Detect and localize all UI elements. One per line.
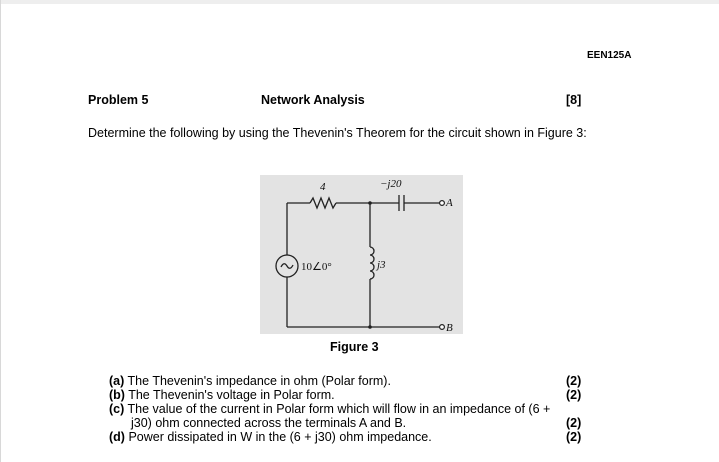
capacitor-label: −j20 [380, 178, 402, 190]
inductor-label: j3 [377, 259, 386, 271]
inductor-symbol [370, 247, 374, 279]
resistor-symbol [310, 198, 336, 208]
voltage-source-wave [281, 264, 293, 269]
circuit-figure [260, 175, 463, 334]
capacitor-symbol [399, 195, 404, 211]
question-b-marks: (2) [566, 388, 582, 402]
junction-top [368, 201, 372, 205]
problem-intro: Determine the following by using the Thevenin's Theorem for the circuit shown in Figure 3: [88, 126, 587, 140]
question-b [109, 388, 335, 402]
question-d-text: Power dissipated in W in the (6 + j30) ohm impedance. [128, 430, 432, 444]
question-c-id: (c) [109, 402, 125, 416]
problem-subject: Network Analysis [261, 93, 365, 107]
top-bar [0, 0, 719, 4]
question-d [109, 430, 432, 444]
question-a [109, 374, 391, 388]
question-c [109, 402, 550, 416]
question-b-text: The Thevenin's voltage in Polar form. [128, 388, 335, 402]
question-a-text: The Thevenin's impedance in ohm (Polar form). [127, 374, 391, 388]
source-label: 10∠0° [301, 261, 332, 273]
terminal-b-label: B [446, 322, 453, 334]
terminal-a-label: A [446, 197, 453, 209]
question-d-marks: (2) [566, 430, 582, 444]
junction-bottom [368, 325, 372, 329]
question-c-text: The value of the current in Polar form which will flow in an impedance of (6 + [127, 402, 551, 416]
question-c-continued: j30) ohm connected across the terminals A and B. [131, 416, 407, 430]
circuit-diagram [260, 175, 463, 334]
question-b-id: (b) [109, 388, 125, 402]
problem-number: Problem 5 [88, 93, 149, 107]
terminal-b-node [440, 325, 445, 330]
question-c-marks: (2) [566, 416, 582, 430]
question-d-id: (d) [109, 430, 125, 444]
problem-marks: [8] [566, 93, 582, 107]
page-left-edge [0, 0, 1, 462]
question-a-id: (a) [109, 374, 125, 388]
terminal-a-node [440, 201, 445, 206]
resistor-label: 4 [320, 181, 326, 193]
course-code: EEN125A [587, 50, 632, 61]
question-a-marks: (2) [566, 374, 582, 388]
figure-caption: Figure 3 [330, 340, 379, 354]
